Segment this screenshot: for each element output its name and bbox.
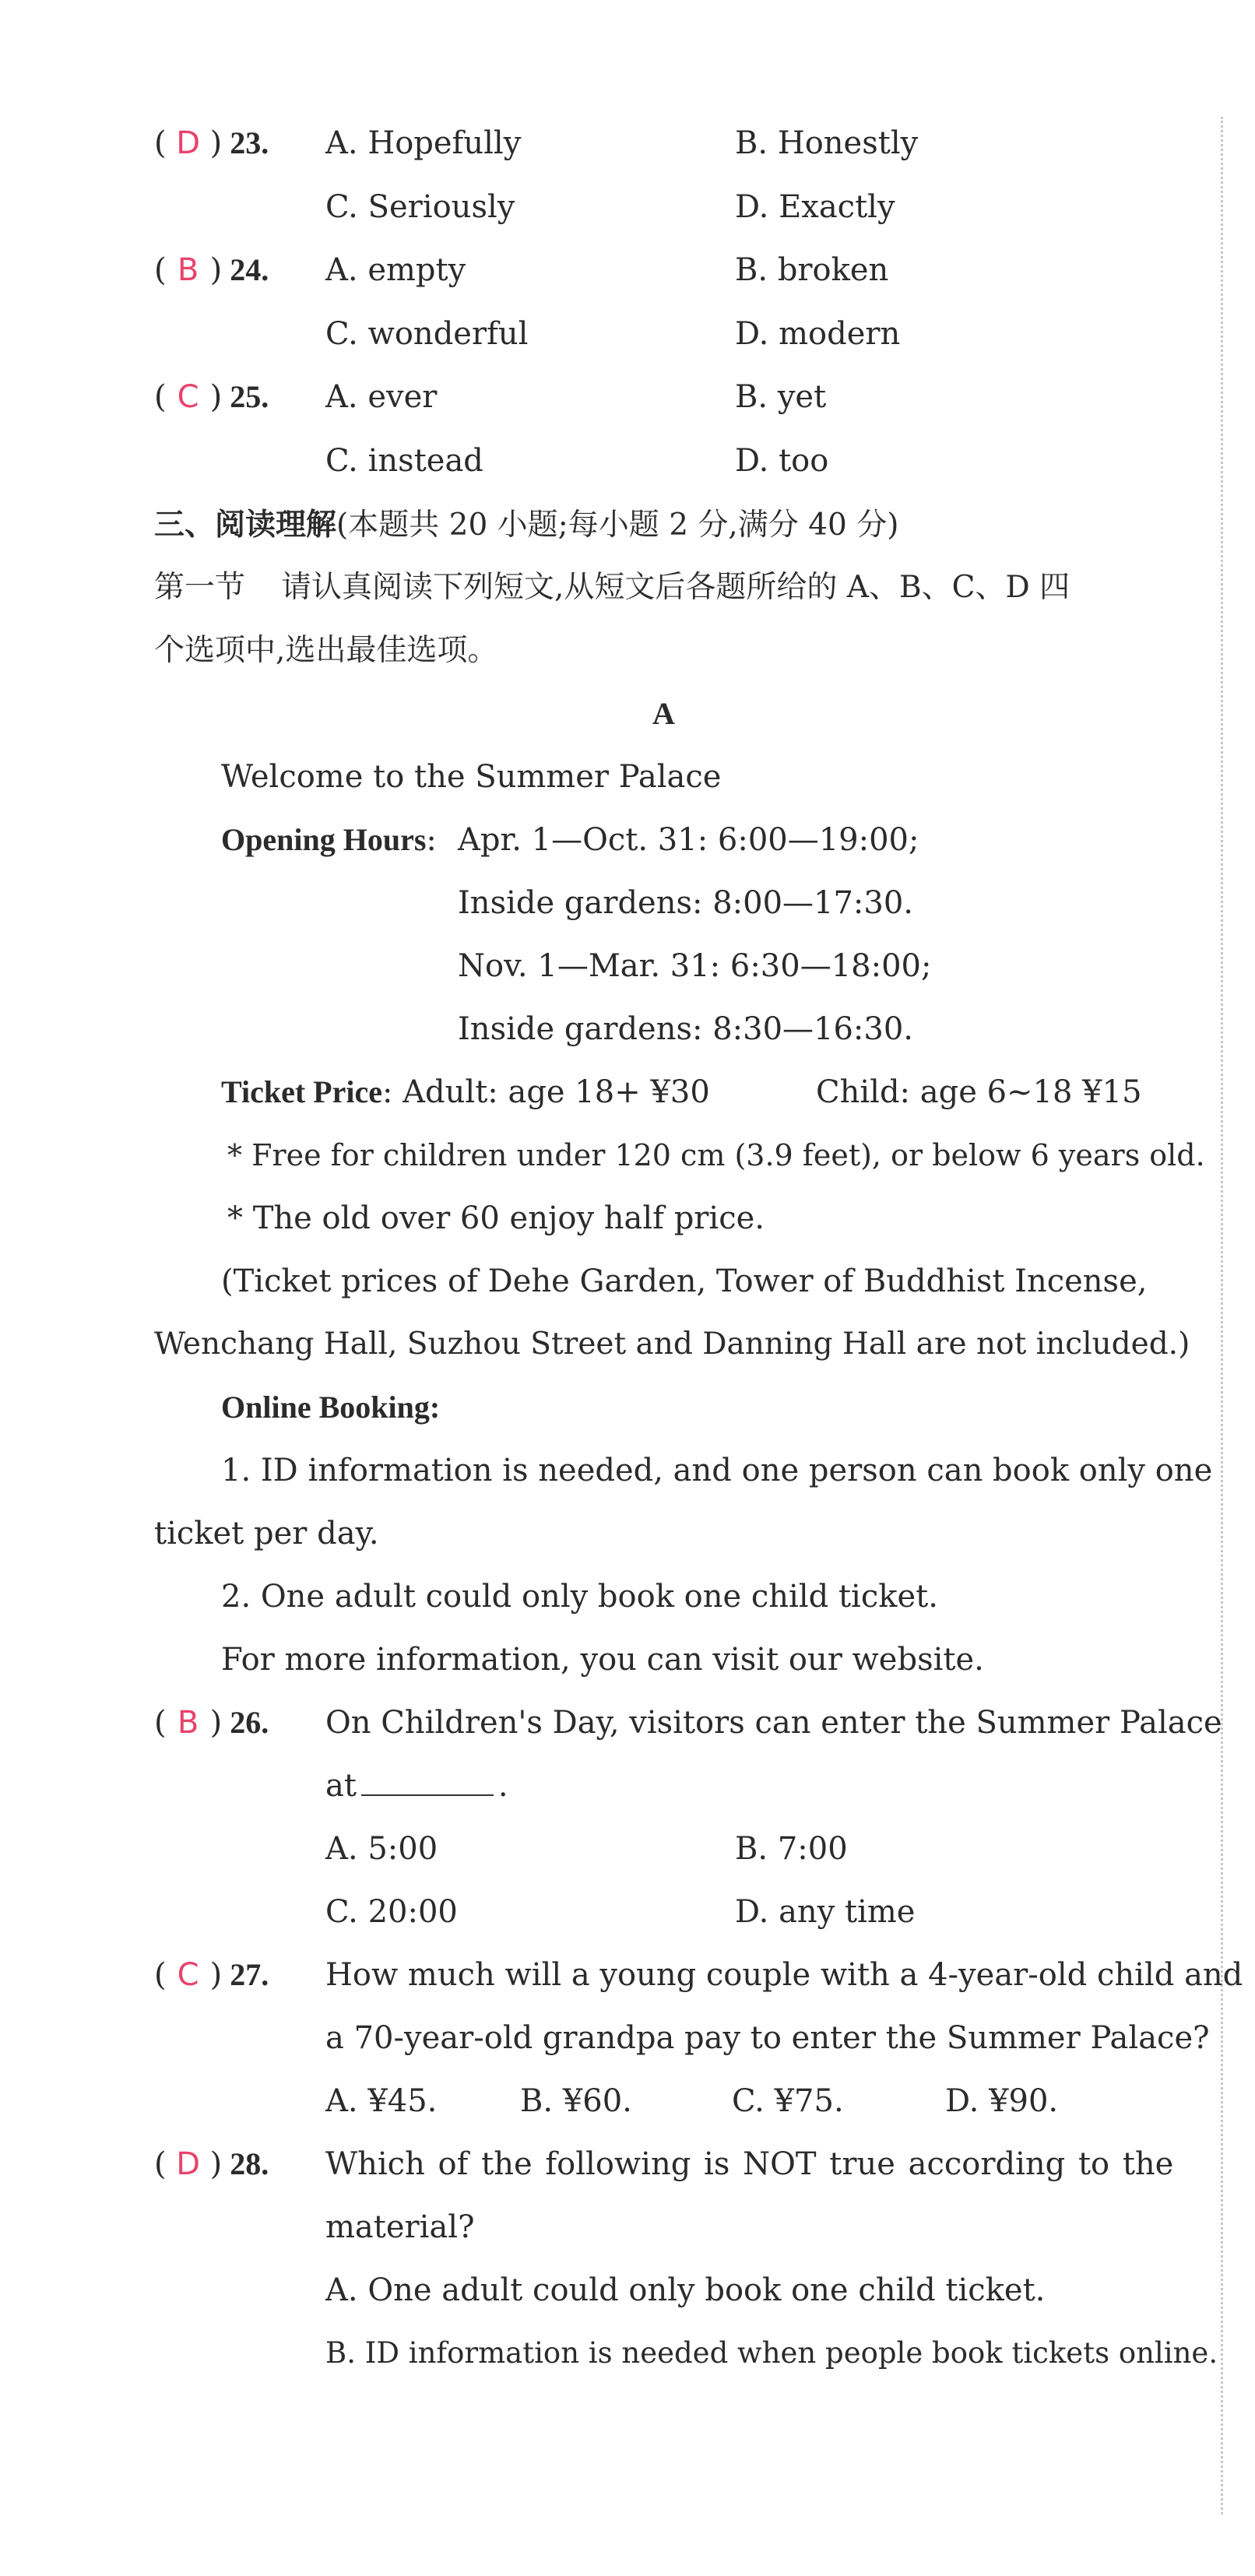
q25-option-d[interactable]: D. too — [735, 443, 829, 479]
question-number-28: 28. — [230, 2146, 269, 2181]
answer-blank[interactable] — [361, 1766, 494, 1796]
hours-line-3: Nov. 1—Mar. 31: 6:30—18:00; — [458, 948, 932, 984]
section-3-note: (本题共 20 小题;每小题 2 分,满分 40 分) — [336, 508, 899, 543]
q25-option-a[interactable]: A. ever — [325, 379, 438, 415]
section-3-heading — [154, 504, 898, 546]
q26-option-a[interactable]: A. 5:00 — [325, 1831, 438, 1867]
paren-close: ) — [209, 125, 223, 161]
q27-option-c[interactable]: C. ¥75. — [732, 2083, 844, 2119]
q27-stem-line-2: a 70-year-old grandpa pay to enter the Summer Palace? — [325, 2020, 1210, 2056]
q27-option-d[interactable]: D. ¥90. — [945, 2083, 1059, 2119]
hours-line-4: Inside gardens: 8:30—16:30. — [458, 1011, 914, 1047]
q26-option-b[interactable]: B. 7:00 — [735, 1831, 848, 1867]
q28-stem-line-2: material? — [325, 2209, 475, 2245]
q23-option-d[interactable]: D. Exactly — [735, 189, 895, 225]
note-free-children: * Free for children under 120 cm (3.9 feet), or below 6 years old. — [227, 1138, 1205, 1172]
exclusion-line-2: Wenchang Hall, Suzhou Street and Danning Hall are not included.) — [154, 1327, 1190, 1362]
section-3-title: 三、阅读理解 — [154, 507, 337, 543]
passage-label: A — [652, 696, 675, 731]
q24-option-d[interactable]: D. modern — [735, 316, 901, 352]
q26-option-d[interactable]: D. any time — [735, 1894, 916, 1930]
opening-hours-label: Opening Hours — [221, 822, 427, 857]
paren-close: ) — [209, 252, 223, 288]
ticket-child: Child: age 6~18 ¥15 — [816, 1074, 1142, 1110]
answer-28: D — [176, 2146, 201, 2182]
more-info: For more information, you can visit our website. — [221, 1642, 984, 1678]
question-26-header: ( B ) 26. — [154, 1703, 269, 1743]
q23-option-a[interactable]: A. Hopefully — [325, 125, 522, 161]
q26-stem-line-1: On Children's Day, visitors can enter the Summer Palace — [325, 1705, 1222, 1741]
q25-option-b[interactable]: B. yet — [735, 379, 827, 415]
answer-23: D — [176, 125, 201, 161]
paren-open: ( — [154, 252, 167, 288]
hours-line-1: Apr. 1—Oct. 31: 6:00—19:00; — [458, 822, 919, 858]
q26-option-c[interactable]: C. 20:00 — [325, 1894, 458, 1930]
q28-option-b[interactable]: B. ID information is needed when people book tickets online. — [325, 2336, 1218, 2370]
question-24-header — [154, 250, 269, 290]
ticket-adult: Adult: age 18+ ¥30 — [403, 1074, 710, 1110]
question-25-header — [154, 377, 269, 417]
answer-26: B — [177, 1705, 199, 1741]
question-27-header: ( C ) 27. — [154, 1955, 269, 1995]
question-number-25: 25. — [230, 379, 269, 414]
question-number-23: 23. — [230, 125, 269, 160]
paren-open: ( — [154, 379, 167, 415]
q24-option-b[interactable]: B. broken — [735, 252, 889, 288]
section-3-instruction-1 — [154, 568, 1070, 608]
q27-option-a[interactable]: A. ¥45. — [325, 2083, 438, 2119]
booking-rule-1-line-2: ticket per day. — [154, 1516, 379, 1552]
answer-27: C — [177, 1957, 199, 1993]
ticket-price-row: Ticket Price: Adult: age 18+ ¥30 — [221, 1074, 710, 1110]
ticket-price-label: Ticket Price — [221, 1074, 382, 1109]
q23-option-c[interactable]: C. Seriously — [325, 189, 515, 225]
exclusion-line-1: (Ticket prices of Dehe Garden, Tower of Buddhist Incense, — [221, 1263, 1148, 1299]
q26-stem-line-2: at . — [325, 1768, 508, 1804]
part-1-label: 第一节 — [154, 570, 246, 605]
note-old-half-price: * The old over 60 enjoy half price. — [227, 1200, 765, 1236]
section-3-instruction-2: 个选项中,选出最佳选项。 — [154, 633, 498, 668]
booking-rule-2: 2. One adult could only book one child ticket. — [221, 1579, 938, 1615]
opening-hours-row: Opening Hours: — [221, 822, 437, 858]
question-number-24: 24. — [230, 252, 269, 287]
question-number-27: 27. — [230, 1957, 269, 1992]
answer-24: B — [177, 252, 199, 288]
q23-option-b[interactable]: B. Honestly — [735, 125, 919, 161]
q25-option-c[interactable]: C. instead — [325, 443, 483, 479]
question-28-header: ( D ) 28. — [154, 2144, 269, 2184]
instruction-text-1: 请认真阅读下列短文,从短文后各题所给的 A、B、C、D 四 — [281, 570, 1070, 605]
q27-option-b[interactable]: B. ¥60. — [520, 2083, 632, 2119]
question-23-header — [154, 123, 269, 163]
q28-option-a[interactable]: A. One adult could only book one child ticket. — [325, 2272, 1046, 2308]
q24-option-a[interactable]: A. empty — [325, 252, 466, 288]
q24-option-c[interactable]: C. wonderful — [325, 316, 529, 352]
hours-line-2: Inside gardens: 8:00—17:30. — [458, 885, 914, 921]
answer-25: C — [177, 379, 199, 415]
paren-close: ) — [209, 379, 223, 415]
booking-rule-1-line-1: 1. ID information is needed, and one person can book only one — [221, 1453, 1213, 1488]
q28-stem-line-1: Which of the following is NOT true according to the — [325, 2146, 1174, 2182]
passage-title: Welcome to the Summer Palace — [221, 759, 722, 795]
q27-stem-line-1: How much will a young couple with a 4-year-old child and — [325, 1957, 1243, 1993]
paren-open: ( — [154, 125, 167, 161]
online-booking-label: Online Booking: — [221, 1390, 441, 1425]
question-number-26: 26. — [230, 1705, 269, 1740]
margin-dotted-rule — [1221, 117, 1223, 2514]
